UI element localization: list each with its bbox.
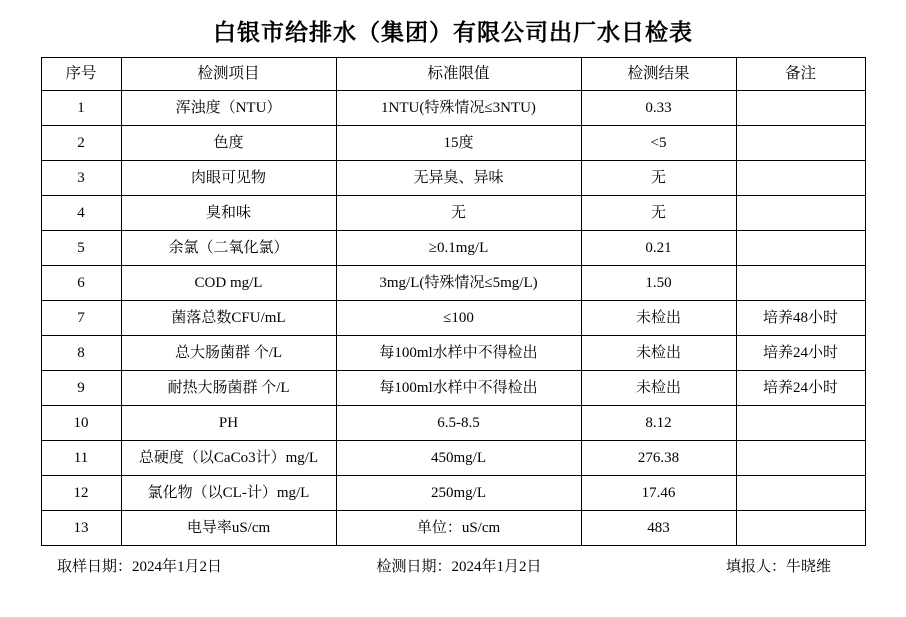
cell-no: 6 <box>41 266 121 301</box>
cell-no: 13 <box>41 511 121 546</box>
cell-result: 0.33 <box>581 91 736 126</box>
cell-no: 8 <box>41 336 121 371</box>
cell-result: 未检出 <box>581 301 736 336</box>
table-header-row <box>41 58 865 91</box>
cell-note <box>736 196 865 231</box>
filled-by: 填报人：牛晓维 <box>725 559 831 575</box>
cell-standard: 15度 <box>336 126 581 161</box>
cell-standard: 每100ml水样中不得检出 <box>336 371 581 406</box>
cell-standard: 每100ml水样中不得检出 <box>336 336 581 371</box>
table-row <box>41 266 865 301</box>
cell-note: 培养48小时 <box>736 301 865 336</box>
report-footer <box>41 555 865 576</box>
cell-note <box>736 161 865 196</box>
cell-no: 12 <box>41 476 121 511</box>
cell-result: 276.38 <box>581 441 736 476</box>
table-row <box>41 301 865 336</box>
cell-item: 耐热大肠菌群 个/L <box>121 371 336 406</box>
sample-date: 取样日期：2024年1月2日 <box>57 559 223 575</box>
cell-result: 无 <box>581 161 736 196</box>
cell-item: COD mg/L <box>121 266 336 301</box>
cell-note <box>736 91 865 126</box>
column-header-standard: 标准限值 <box>336 58 581 91</box>
cell-no: 2 <box>41 126 121 161</box>
cell-item: 菌落总数CFU/mL <box>121 301 336 336</box>
cell-note <box>736 126 865 161</box>
cell-result: 17.46 <box>581 476 736 511</box>
cell-item: 总硬度（以CaCo3计）mg/L <box>121 441 336 476</box>
cell-result: 8.12 <box>581 406 736 441</box>
table-row <box>41 371 865 406</box>
cell-standard: 3mg/L(特殊情况≤5mg/L) <box>336 266 581 301</box>
cell-item: 色度 <box>121 126 336 161</box>
cell-standard: ≥0.1mg/L <box>336 231 581 266</box>
cell-item: 肉眼可见物 <box>121 161 336 196</box>
column-header-note: 备注 <box>736 58 865 91</box>
cell-standard: 6.5-8.5 <box>336 406 581 441</box>
table-row <box>41 231 865 266</box>
column-header-no: 序号 <box>41 58 121 91</box>
cell-note <box>736 231 865 266</box>
cell-item: PH <box>121 406 336 441</box>
cell-result: 1.50 <box>581 266 736 301</box>
cell-item: 臭和味 <box>121 196 336 231</box>
cell-note: 培养24小时 <box>736 371 865 406</box>
cell-standard: 无 <box>336 196 581 231</box>
cell-item: 余氯（二氧化氯） <box>121 231 336 266</box>
table-row <box>41 441 865 476</box>
table-row <box>41 196 865 231</box>
cell-no: 7 <box>41 301 121 336</box>
cell-standard: ≤100 <box>336 301 581 336</box>
cell-note <box>736 476 865 511</box>
cell-item: 浑浊度（NTU） <box>121 91 336 126</box>
cell-no: 11 <box>41 441 121 476</box>
cell-no: 10 <box>41 406 121 441</box>
column-header-result: 检测结果 <box>581 58 736 91</box>
cell-standard: 1NTU(特殊情况≤3NTU) <box>336 91 581 126</box>
table-row <box>41 511 865 546</box>
cell-result: 未检出 <box>581 336 736 371</box>
table-row <box>41 406 865 441</box>
cell-standard: 450mg/L <box>336 441 581 476</box>
report-page <box>0 14 906 617</box>
water-quality-table <box>41 57 866 546</box>
cell-note: 培养24小时 <box>736 336 865 371</box>
cell-item: 电导率uS/cm <box>121 511 336 546</box>
table-row <box>41 91 865 126</box>
cell-standard: 单位：uS/cm <box>336 511 581 546</box>
cell-note <box>736 266 865 301</box>
table-row <box>41 336 865 371</box>
cell-note <box>736 441 865 476</box>
cell-item: 氯化物（以CL-计）mg/L <box>121 476 336 511</box>
cell-result: 483 <box>581 511 736 546</box>
table-header <box>41 58 865 91</box>
test-date: 检测日期：2024年1月2日 <box>376 559 542 575</box>
cell-no: 1 <box>41 91 121 126</box>
page-title: 白银市给排水（集团）有限公司出厂水日检表 <box>213 20 693 45</box>
cell-no: 4 <box>41 196 121 231</box>
table-row <box>41 126 865 161</box>
table-body <box>41 91 865 546</box>
cell-result: <5 <box>581 126 736 161</box>
cell-note <box>736 406 865 441</box>
cell-standard: 无异臭、异味 <box>336 161 581 196</box>
cell-note <box>736 511 865 546</box>
cell-no: 3 <box>41 161 121 196</box>
cell-item: 总大肠菌群 个/L <box>121 336 336 371</box>
table-row <box>41 161 865 196</box>
cell-result: 未检出 <box>581 371 736 406</box>
cell-result: 无 <box>581 196 736 231</box>
table-row <box>41 476 865 511</box>
cell-no: 5 <box>41 231 121 266</box>
cell-no: 9 <box>41 371 121 406</box>
cell-result: 0.21 <box>581 231 736 266</box>
column-header-item: 检测项目 <box>121 58 336 91</box>
cell-standard: 250mg/L <box>336 476 581 511</box>
